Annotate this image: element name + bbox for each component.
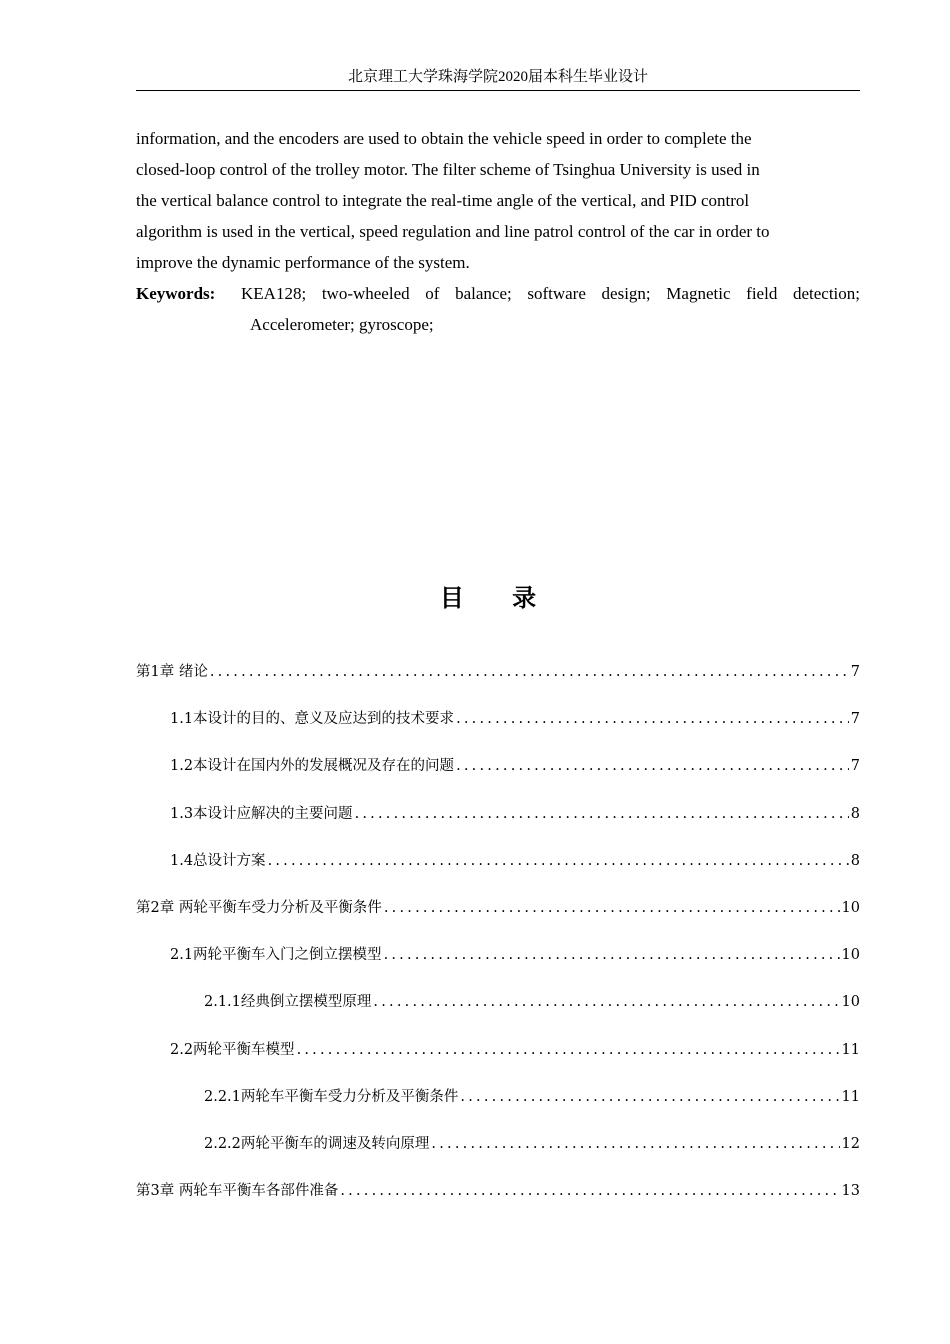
- toc-page-number: 7: [850, 758, 860, 775]
- toc-page-number: 11: [841, 1088, 860, 1105]
- abstract-line: algorithm is used in the vertical, speed regulation and line patrol control of the car in order to: [136, 222, 770, 241]
- toc-page-number: 10: [841, 994, 860, 1011]
- toc-page-number: 7: [850, 711, 860, 728]
- toc-entry[interactable]: [136, 754, 860, 801]
- toc-entry[interactable]: [136, 1038, 860, 1085]
- keywords-line-2: Accelerometer; gyroscope;: [250, 315, 434, 334]
- header-divider: [136, 90, 860, 91]
- toc-leader-dots: [456, 711, 849, 727]
- toc-entry-text: 2.2.1两轮车平衡车受力分析及平衡条件: [204, 1088, 459, 1105]
- toc-entry-text: 2.1.1经典倒立摆模型原理: [204, 994, 372, 1011]
- toc-entry[interactable]: [136, 849, 860, 896]
- toc-entry-text: 1.1本设计的目的、意义及应达到的技术要求: [170, 711, 455, 728]
- abstract-line: the vertical balance control to integrate the real-time angle of the vertical, and PID control: [136, 191, 750, 210]
- toc-entry-text: 2.1两轮平衡车入门之倒立摆模型: [170, 947, 382, 964]
- toc-entry-text: 第3章 两轮车平衡车各部件准备: [136, 1183, 339, 1200]
- toc-page-number: 10: [841, 947, 860, 964]
- toc-leader-dots: [373, 994, 839, 1010]
- toc-page-number: 10: [841, 899, 860, 916]
- toc-entry[interactable]: [136, 896, 860, 943]
- toc-page-number: 11: [841, 1041, 860, 1058]
- toc-entry-text: 2.2.2两轮平衡车的调速及转向原理: [204, 1135, 430, 1152]
- keywords-line-1: KEA128; two-wheeled of balance; software design; Magnetic field detection;: [241, 284, 860, 303]
- toc-entry-text: 1.2本设计在国内外的发展概况及存在的问题: [170, 758, 455, 775]
- abstract-line: closed-loop control of the trolley motor. The filter scheme of Tsinghua University is used in: [136, 160, 760, 179]
- toc-page-number: 7: [850, 664, 860, 680]
- toc-entry-text: 1.4总设计方案: [170, 852, 266, 869]
- toc-leader-dots: [460, 1089, 839, 1105]
- toc-entry[interactable]: [136, 943, 860, 990]
- page-header: 北京理工大学珠海学院2020届本科生毕业设计: [347, 69, 648, 85]
- toc-entry-text: 1.3本设计应解决的主要问题: [170, 805, 353, 822]
- toc-leader-dots: [456, 758, 849, 774]
- toc-leader-dots: [210, 664, 849, 680]
- toc-page-number: 13: [841, 1183, 860, 1200]
- toc-leader-dots: [297, 1042, 840, 1058]
- toc-entry-text: 2.2两轮平衡车模型: [170, 1041, 295, 1058]
- abstract-text: [136, 123, 860, 278]
- toc-leader-dots: [355, 806, 849, 822]
- toc-leader-dots: [384, 947, 840, 963]
- toc-entry[interactable]: [136, 990, 860, 1037]
- abstract-line: improve the dynamic performance of the system.: [136, 253, 470, 272]
- toc-entry-text: 第1章 绪论: [136, 664, 208, 680]
- toc-leader-dots: [384, 900, 840, 916]
- keywords-label: Keywords:: [136, 284, 216, 303]
- keywords-block: [136, 278, 860, 340]
- toc-page-number: 8: [850, 805, 860, 822]
- toc-leader-dots: [340, 1183, 839, 1199]
- abstract-line: information, and the encoders are used to obtain the vehicle speed in order to complete the: [136, 129, 752, 148]
- toc-page-number: 8: [850, 852, 860, 869]
- toc-title: 目 录: [439, 584, 557, 612]
- toc-entry[interactable]: [136, 802, 860, 849]
- toc-entry[interactable]: [136, 1179, 860, 1226]
- toc-entry[interactable]: [136, 707, 860, 754]
- toc-entry[interactable]: [136, 1132, 860, 1179]
- toc-entry-text: 第2章 两轮平衡车受力分析及平衡条件: [136, 899, 382, 916]
- toc-entry[interactable]: [136, 1085, 860, 1132]
- toc-entry[interactable]: [136, 660, 860, 707]
- toc-page-number: 12: [841, 1135, 860, 1152]
- toc-leader-dots: [431, 1136, 839, 1152]
- toc-leader-dots: [268, 853, 849, 869]
- table-of-contents: [136, 660, 860, 1226]
